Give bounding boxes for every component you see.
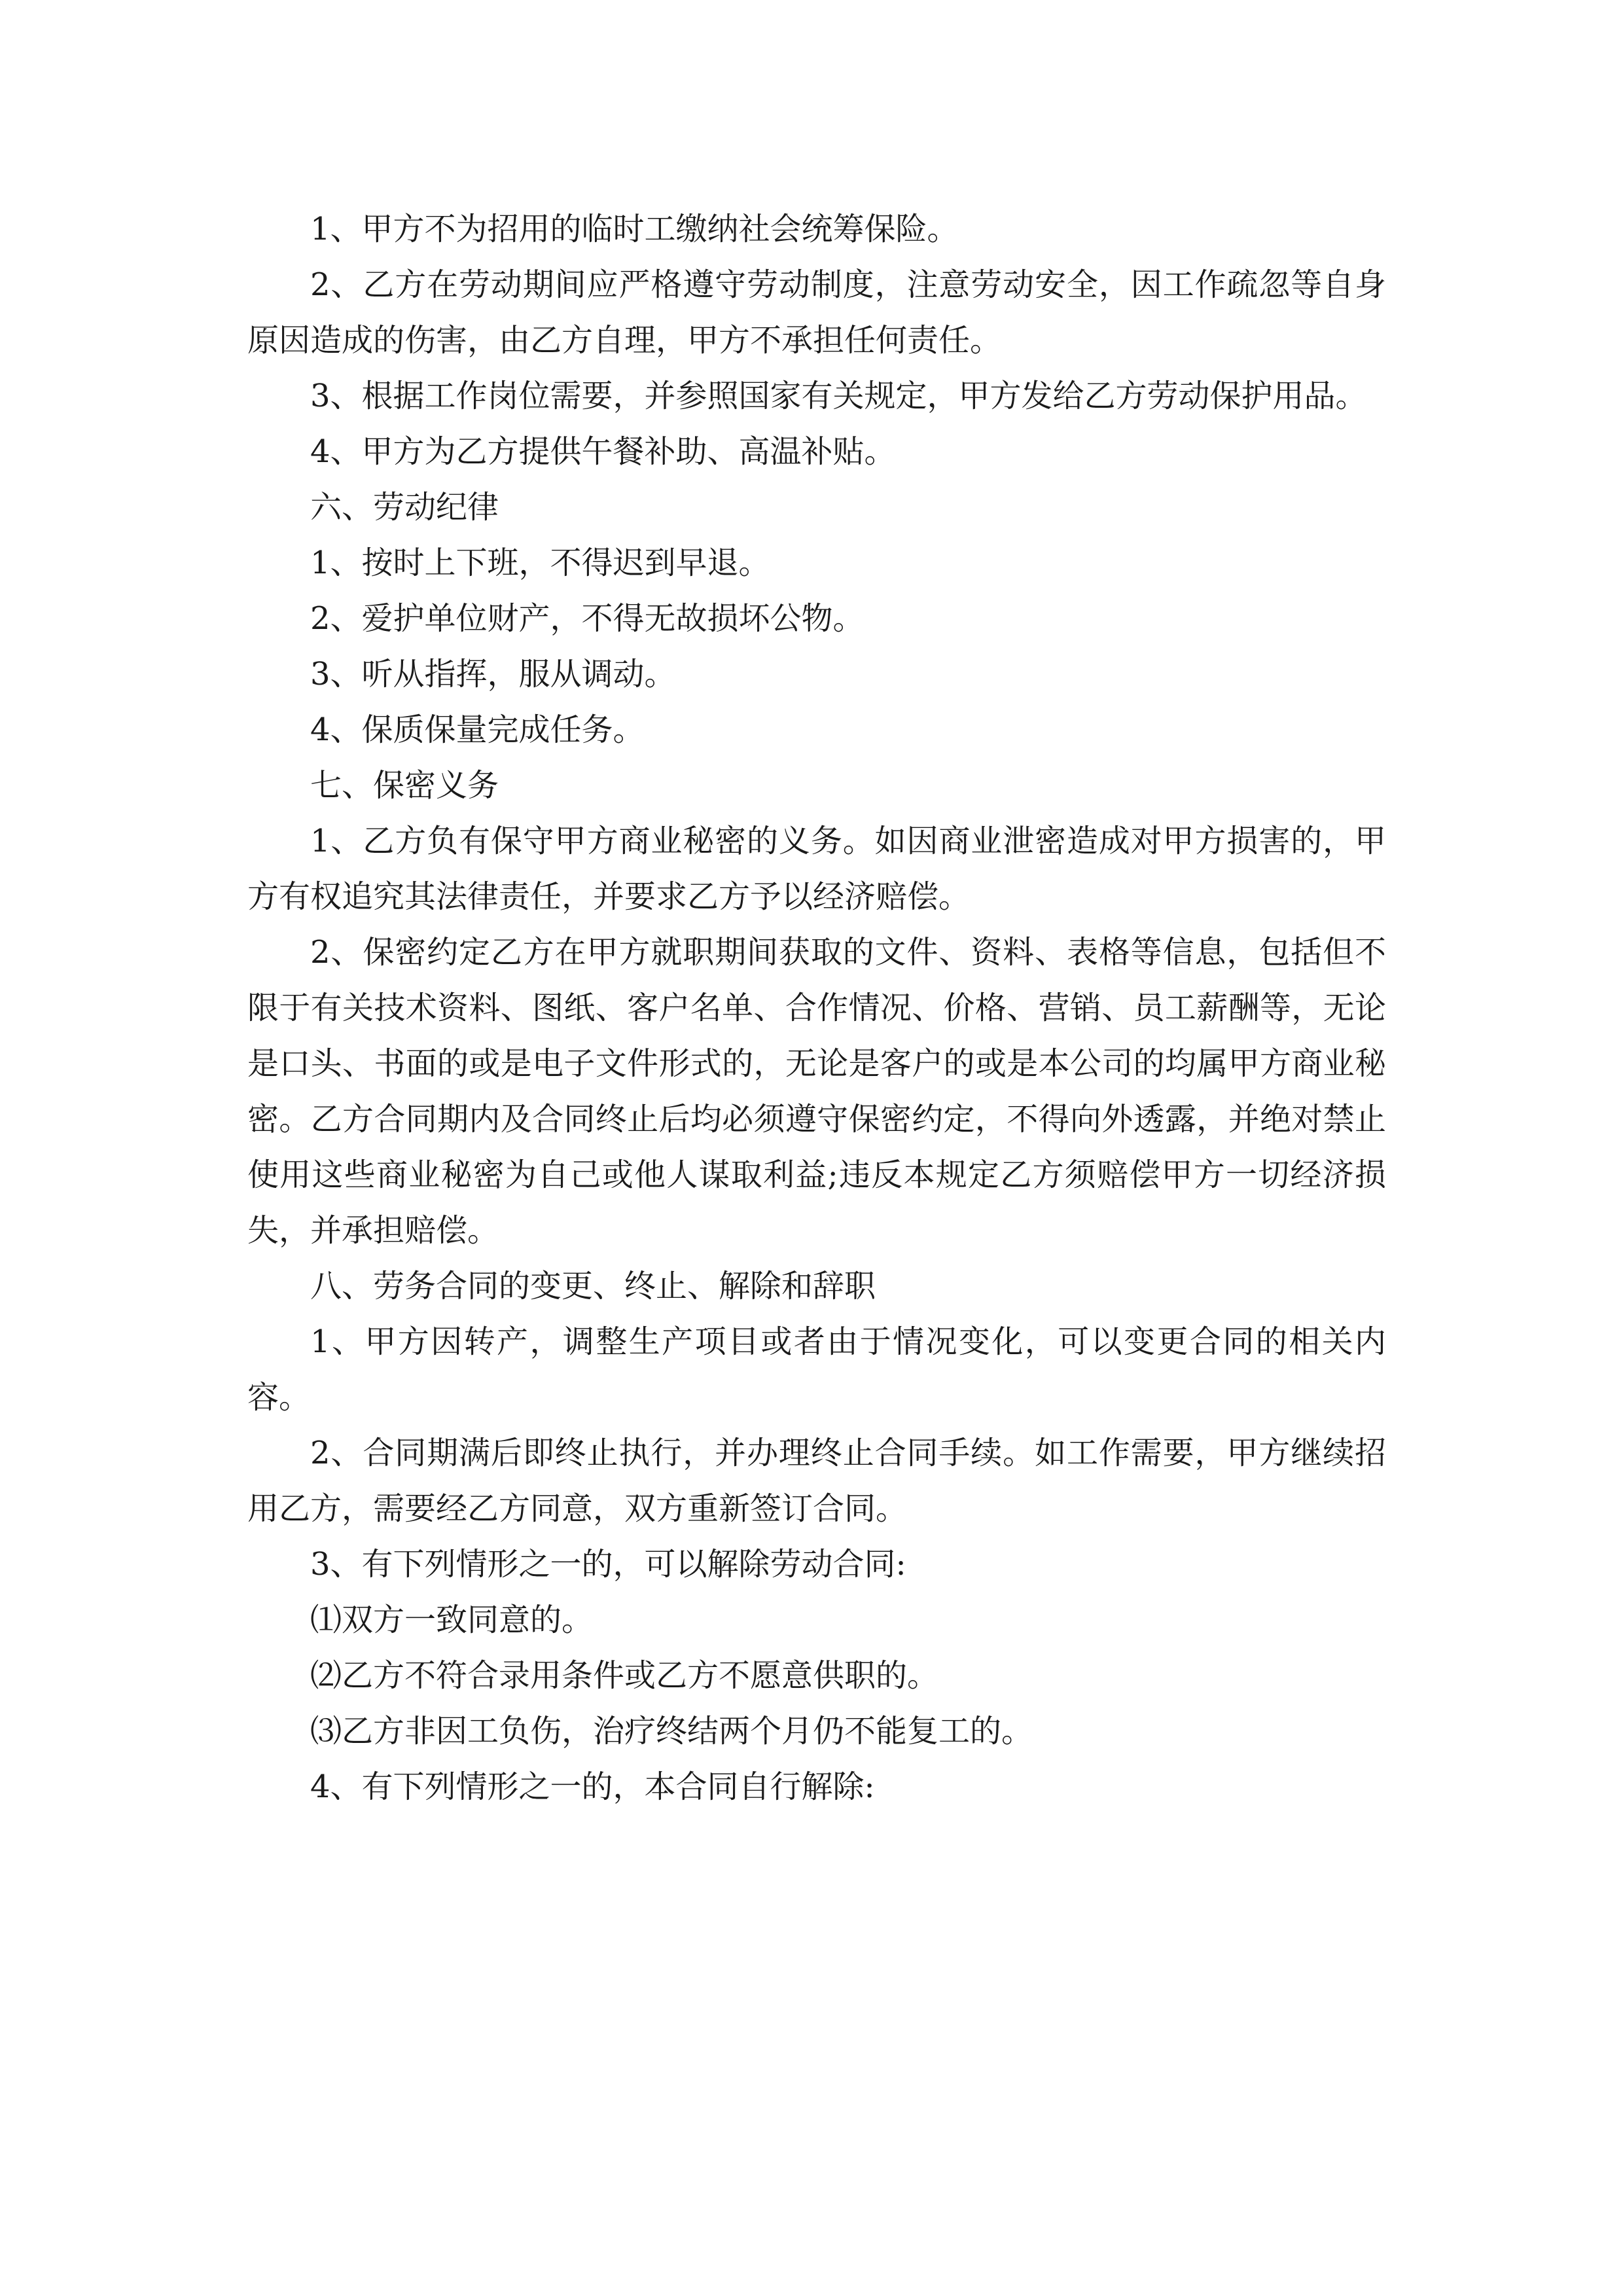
paragraph: 3、根据工作岗位需要，并参照国家有关规定，甲方发给乙方劳动保护用品。 xyxy=(310,378,1367,414)
section-heading: 八、劳务合同的变更、终止、解除和辞职 xyxy=(310,1268,876,1304)
paragraph: 2、合同期满后即终止执行，并办理终止合同手续。如工作需要，甲方继续招用乙方，需要经乙方同意，双方重新签订合同。 xyxy=(247,1435,1386,1527)
paragraph: 1、甲方因转产，调整生产项目或者由于情况变化，可以变更合同的相关内容。 xyxy=(247,1323,1386,1416)
list-item: ⑴双方一致同意的。 xyxy=(310,1602,594,1638)
list-item: ⑶乙方非因工负伤，治疗终结两个月仍不能复工的。 xyxy=(310,1713,1033,1749)
paragraph: 3、有下列情形之一的，可以解除劳动合同: xyxy=(310,1546,906,1583)
paragraph: 4、保质保量完成任务。 xyxy=(310,711,645,748)
paragraph: 4、甲方为乙方提供午餐补助、高温补贴。 xyxy=(310,433,896,470)
document-body xyxy=(247,202,1386,1815)
paragraph: 2、乙方在劳动期间应严格遵守劳动制度，注意劳动安全，因工作疏忽等自身原因造成的伤害，由乙方自理，甲方不承担任何责任。 xyxy=(247,266,1386,359)
paragraph: 2、爱护单位财产，不得无故损坏公物。 xyxy=(310,600,865,637)
paragraph: 1、甲方不为招用的临时工缴纳社会统筹保险。 xyxy=(310,211,959,247)
paragraph: 4、有下列情形之一的，本合同自行解除: xyxy=(310,1768,875,1805)
section-heading: 七、保密义务 xyxy=(310,767,499,804)
paragraph: 1、按时上下班，不得迟到早退。 xyxy=(310,545,770,581)
paragraph: 1、乙方负有保守甲方商业秘密的义务。如因商业泄密造成对甲方损害的，甲方有权追究其法律责任，并要求乙方予以经济赔偿。 xyxy=(247,823,1386,915)
paragraph: 2、保密约定乙方在甲方就职期间获取的文件、资料、表格等信息，包括但不限于有关技术资料、图纸、客户名单、合作情况、价格、营销、员工薪酬等，无论是口头、书面的或是电子文件形式的，无论是客户的或是本公司的均属甲方商业秘密。乙方合同期内及合同终止后均必须遵守保密约定，不得向外透露，并绝对禁止使用这些商业秘密为自己或他人谋取利益;违反本规定乙方须赔偿甲方一切经济损失，并承担赔偿。 xyxy=(247,934,1386,1249)
section-heading: 六、劳动纪律 xyxy=(310,489,499,526)
list-item: ⑵乙方不符合录用条件或乙方不愿意供职的。 xyxy=(310,1657,939,1694)
paragraph: 3、听从指挥，服从调动。 xyxy=(310,656,676,692)
